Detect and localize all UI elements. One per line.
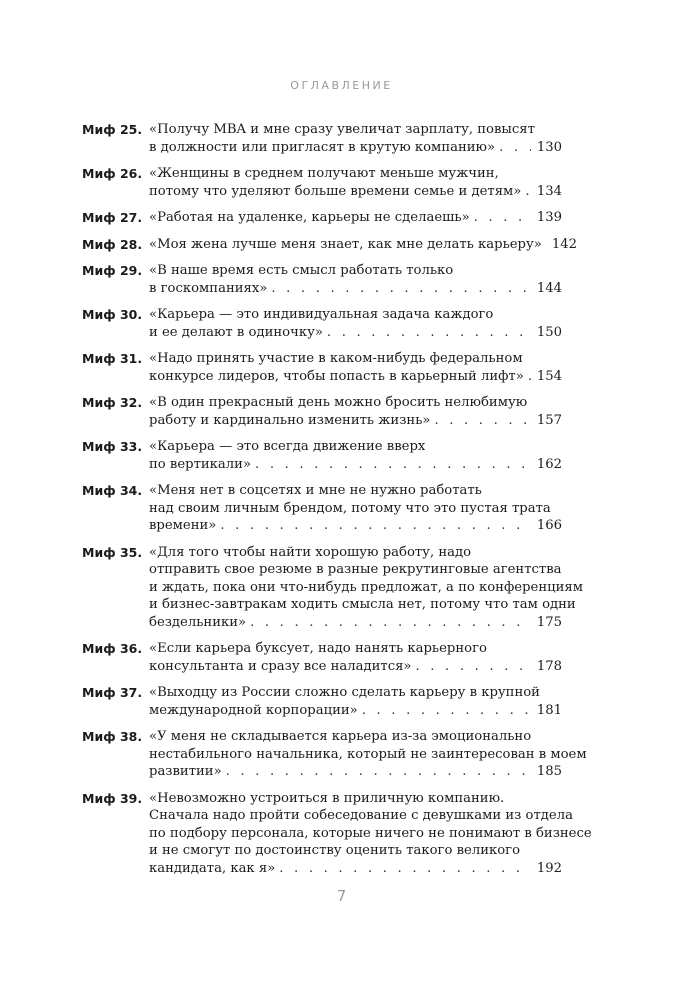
myth-label: Миф 28. [82, 236, 143, 252]
entry-page-number: 150 [536, 324, 562, 340]
myth-label: Миф 35. [82, 544, 143, 560]
toc-entry[interactable] [82, 165, 562, 200]
entry-text-line: и бизнес-завтракам ходить смысла нет, потому что там одни [149, 597, 576, 612]
entry-text-line: «Если карьера буксует, надо нанять карьерного [149, 641, 487, 656]
entry-text-line: в должности или пригласят в крутую компанию» [149, 139, 496, 155]
entry-text-line: потому что уделяют больше времени семье и детям» [149, 183, 522, 199]
myth-label: Миф 31. [82, 351, 143, 366]
entry-page-number: 139 [536, 210, 562, 225]
entry-text-line: «Для того чтобы найти хорошую работу, надо [149, 544, 472, 560]
entry-text-line: по подбору персонала, которые ничего не понимают в бизнесе [149, 825, 592, 841]
dot-leader [255, 456, 531, 474]
dot-leader [226, 763, 531, 781]
dot-leader [434, 412, 530, 430]
entry-text-line: «Получу MBA и мне сразу увеличат зарплату, повысят [149, 122, 535, 137]
toc-entry[interactable] [82, 306, 562, 341]
entry-text-line: нестабильного начальника, который не заинтересован в моем [149, 746, 587, 762]
entry-page-number: 134 [536, 183, 562, 199]
dot-leader [528, 368, 531, 386]
entry-page-number: 130 [536, 139, 562, 155]
entry-text-line: отправить свое резюме в разные рекрутинговые агентства [149, 562, 562, 577]
entry-page-number: 181 [536, 702, 562, 718]
section-title: ОГЛАВЛЕНИЕ [290, 79, 393, 92]
entry-text-line: «У меня не складывается карьера из-за эмоционально [149, 729, 532, 744]
entry-text-line: в госкомпаниях» [149, 280, 268, 296]
entry-text-line: международной корпорации» [149, 702, 358, 718]
page-number: 7 [336, 887, 347, 905]
entry-text-line: и не смогут по достоинству оценить такого великого [149, 843, 521, 858]
entry-text-line: над своим личным брендом, потому что это пустая трата [149, 500, 551, 516]
entry-text-line: кандидата, как я» [149, 860, 276, 876]
entry-page-number: 142 [551, 236, 577, 252]
toc-entry[interactable] [82, 438, 562, 473]
toc-entry[interactable] [82, 236, 577, 254]
dot-leader [525, 183, 530, 201]
entry-page-number: 162 [536, 456, 562, 472]
dot-leader [271, 280, 530, 298]
entry-text-line: работу и кардинально изменить жизнь» [149, 412, 431, 428]
dot-leader [499, 139, 531, 157]
myth-label: Миф 38. [82, 729, 143, 744]
myth-label: Миф 37. [82, 685, 143, 700]
entry-page-number: 144 [536, 280, 562, 296]
entry-page-number: 178 [536, 658, 562, 674]
entry-text-line: времени» [149, 518, 217, 533]
myth-label: Миф 36. [82, 641, 143, 656]
table-of-contents [82, 121, 592, 886]
entry-text-line: «В один прекрасный день можно бросить нелюбимую [149, 395, 528, 410]
toc-entry[interactable] [82, 121, 562, 156]
myth-label: Миф 30. [82, 307, 143, 322]
entry-text-line: «Надо принять участие в каком-нибудь федеральном [149, 351, 523, 366]
myth-label: Миф 27. [82, 210, 143, 225]
toc-entry[interactable] [82, 350, 562, 385]
entry-text-line: «Женщины в среднем получают меньше мужчин, [149, 166, 499, 181]
entry-text-line: и ждать, пока они что-нибудь предложат, а по конференциям [149, 579, 583, 595]
entry-text-line: по вертикали» [149, 456, 252, 472]
dot-leader [327, 324, 531, 342]
entry-text-line: «Меня нет в соцсетях и мне не нужно работать [149, 483, 482, 498]
entry-text-line: «Карьера — это всегда движение вверх [149, 439, 426, 454]
entry-text-line: «Выходцу из России сложно сделать карьеру в крупной [149, 685, 540, 700]
dot-leader [362, 702, 531, 720]
toc-entry[interactable] [82, 394, 562, 429]
toc-entry[interactable] [82, 262, 562, 297]
entry-text-line: «Невозможно устроиться в приличную компанию. [149, 790, 505, 806]
toc-entry[interactable] [82, 209, 562, 227]
entry-text-line: и ее делают в одиночку» [149, 324, 323, 340]
myth-label: Миф 29. [82, 263, 143, 278]
entry-text-line: «В наше время есть смысл работать только [149, 263, 454, 278]
myth-label: Миф 26. [82, 166, 143, 181]
entry-page-number: 185 [536, 764, 562, 779]
entry-page-number: 192 [536, 860, 562, 876]
dot-leader [474, 209, 531, 227]
entry-text-line: «Карьера — это индивидуальная задача каждого [149, 307, 494, 322]
toc-entry[interactable] [82, 640, 562, 675]
entry-page-number: 175 [536, 614, 562, 630]
entry-text-line: консультанта и сразу все наладится» [149, 658, 412, 674]
toc-entry[interactable] [82, 482, 562, 535]
entry-page-number: 157 [536, 412, 562, 428]
entry-text-line: бездельники» [149, 614, 247, 630]
myth-label: Миф 39. [82, 790, 143, 806]
myth-label: Миф 34. [82, 483, 143, 498]
entry-page-number: 154 [536, 368, 562, 384]
toc-entry[interactable] [82, 790, 592, 878]
entry-text-line: «Работая на удаленке, карьеры не сделаешь» [149, 210, 470, 225]
entry-text-line: Сначала надо пройти собеседование с девушками из отдела [149, 808, 573, 823]
entry-page-number: 166 [536, 518, 562, 533]
entry-text-line: развитии» [149, 764, 222, 779]
toc-entry[interactable] [82, 684, 562, 719]
myth-label: Миф 25. [82, 122, 143, 137]
toc-entry[interactable] [82, 728, 587, 781]
dot-leader [250, 614, 531, 632]
myth-label: Миф 32. [82, 395, 143, 410]
entry-text-line: «Моя жена лучше меня знает, как мне делать карьеру» [149, 236, 542, 252]
toc-entry[interactable] [82, 544, 583, 632]
dot-leader [220, 517, 530, 535]
dot-leader [415, 658, 530, 676]
dot-leader [279, 860, 531, 878]
entry-text-line: конкурсе лидеров, чтобы попасть в карьерный лифт» [149, 368, 524, 384]
myth-label: Миф 33. [82, 439, 143, 454]
